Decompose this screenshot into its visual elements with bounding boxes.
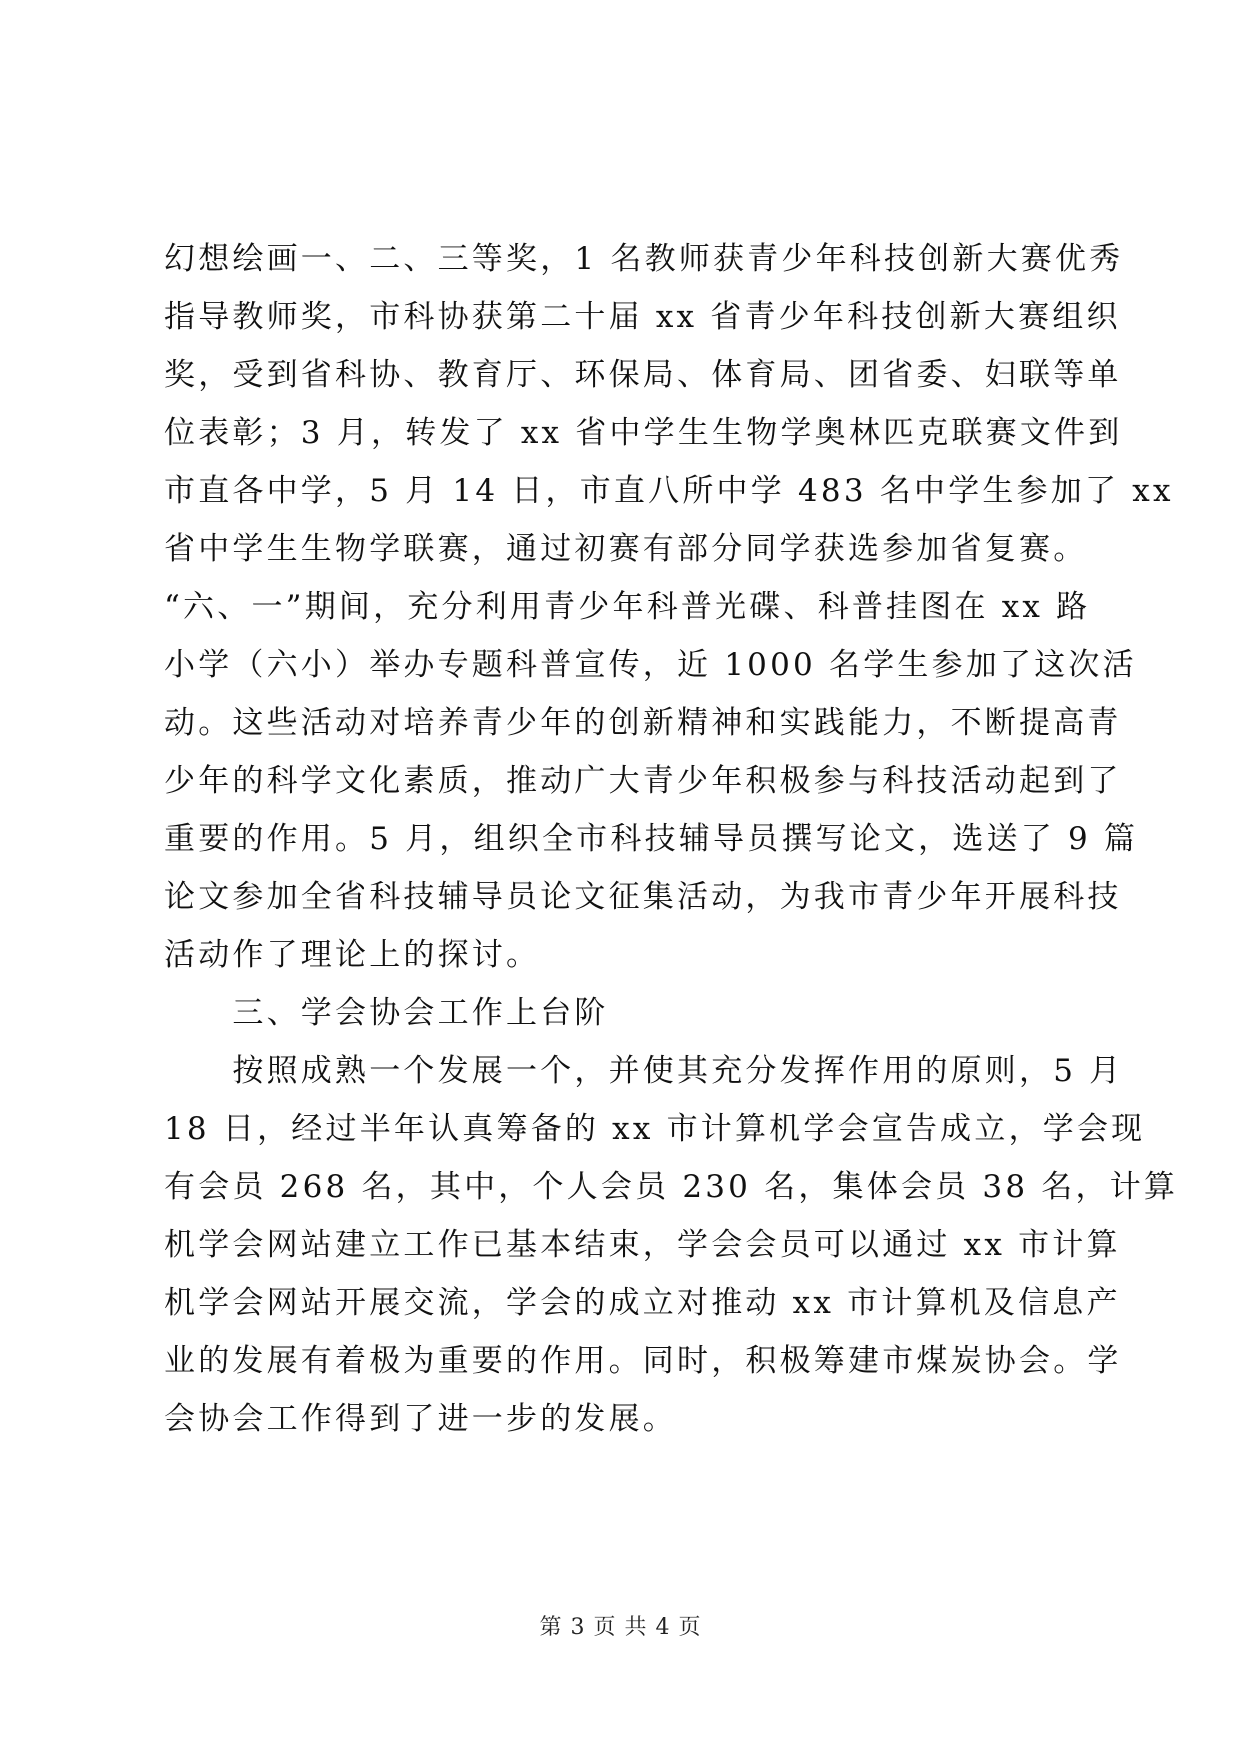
text-line: 18 日，经过半年认真筹备的 xx 市计算机学会宣告成立，学会现 — [164, 1111, 1146, 1147]
text-line: 市直各中学，5 月 14 日，市直八所中学 483 名中学生参加了 xx — [164, 473, 1174, 509]
text-line: 业的发展有着极为重要的作用。同时，积极筹建市煤炭协会。学 — [164, 1343, 1122, 1379]
section-heading: 三、学会协会工作上台阶 — [164, 995, 609, 1031]
text-line: 小学（六小）举办专题科普宣传，近 1000 名学生参加了这次活 — [164, 647, 1137, 683]
text-line: 动。这些活动对培养青少年的创新精神和实践能力，不断提高青 — [164, 705, 1122, 741]
text-line: 机学会网站建立工作已基本结束，学会会员可以通过 xx 市计算 — [164, 1227, 1121, 1263]
text-line: 论文参加全省科技辅导员论文征集活动，为我市青少年开展科技 — [164, 879, 1122, 915]
text-line: 活动作了理论上的探讨。 — [164, 937, 541, 973]
text-line: 机学会网站开展交流，学会的成立对推动 xx 市计算机及信息产 — [164, 1285, 1121, 1321]
page-footer — [0, 1610, 1241, 1641]
text-line: 有会员 268 名，其中，个人会员 230 名，集体会员 38 名，计算 — [164, 1169, 1179, 1205]
text-line: 奖，受到省科协、教育厅、环保局、体育局、团省委、妇联等单 — [164, 357, 1122, 393]
page-number-label: 第 3 页 共 4 页 — [539, 1615, 702, 1640]
text-line: “六、一”期间，充分利用青少年科普光碟、科普挂图在 xx 路 — [164, 589, 1091, 625]
text-line: 位表彰；3 月，转发了 xx 省中学生生物学奥林匹克联赛文件到 — [164, 415, 1123, 451]
text-line: 会协会工作得到了进一步的发展。 — [164, 1401, 677, 1437]
text-line: 重要的作用。5 月，组织全市科技辅导员撰写论文，选送了 9 篇 — [164, 821, 1139, 857]
text-line: 幻想绘画一、二、三等奖，1 名教师获青少年科技创新大赛优秀 — [164, 241, 1124, 277]
text-line: 省中学生生物学联赛，通过初赛有部分同学获选参加省复赛。 — [164, 531, 1088, 567]
text-line: 指导教师奖，市科协获第二十届 xx 省青少年科技创新大赛组织 — [164, 299, 1121, 335]
text-line: 少年的科学文化素质，推动广大青少年积极参与科技活动起到了 — [164, 763, 1122, 799]
text-line: 按照成熟一个发展一个，并使其充分发挥作用的原则，5 月 — [164, 1053, 1124, 1089]
